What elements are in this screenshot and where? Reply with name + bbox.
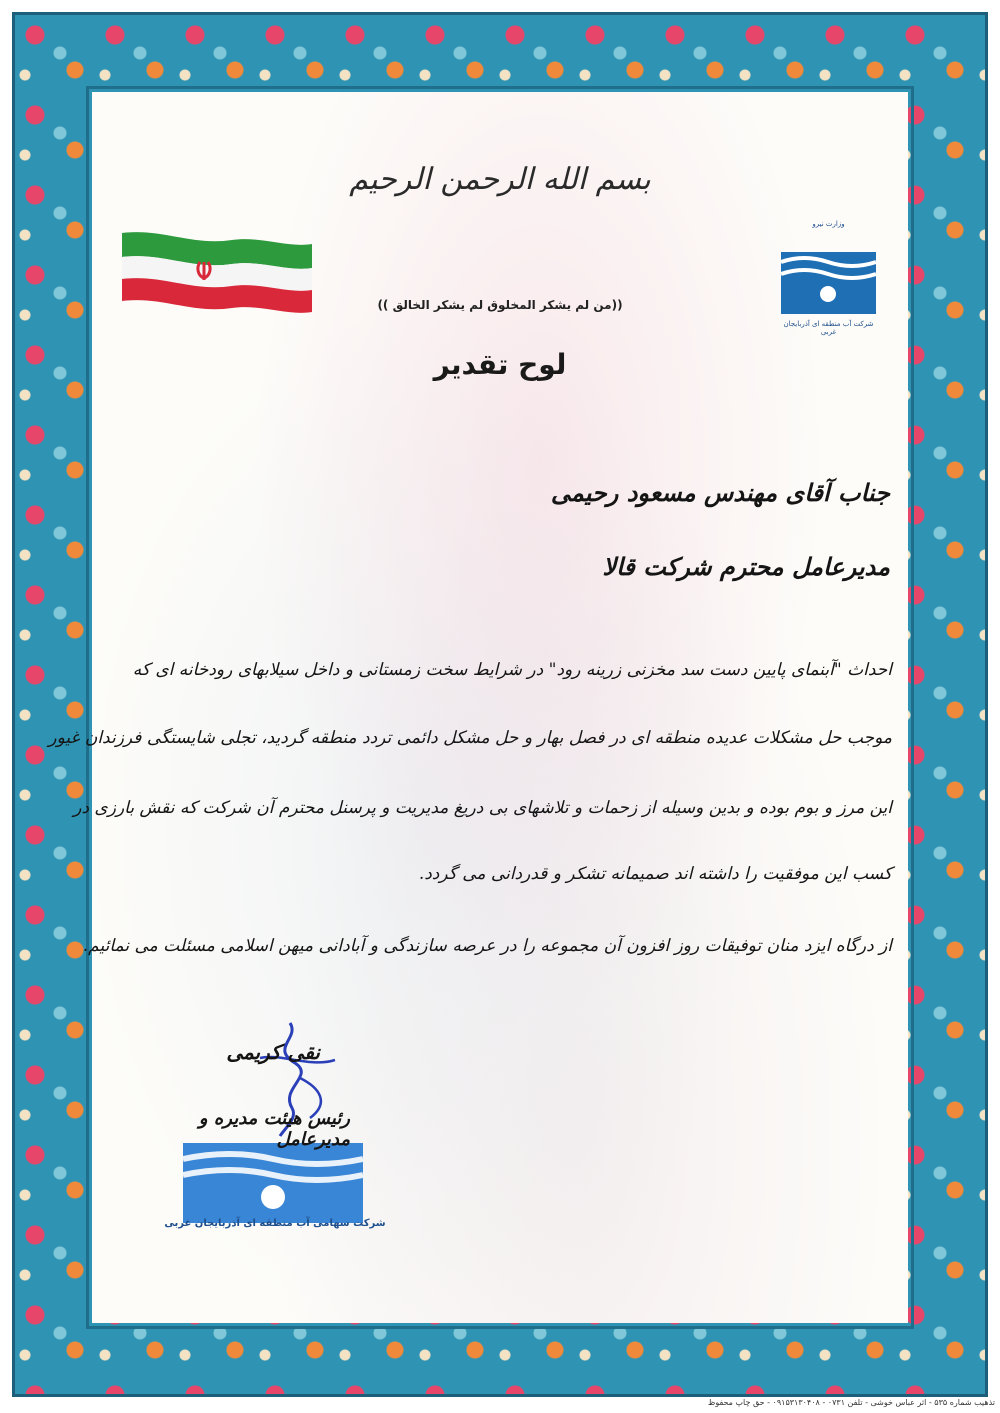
body-line-4: کسب این موفقیت را داشته اند صمیمانه تشکر و قدردانی می گردد. <box>418 864 892 884</box>
body-line-3: این مرز و بوم بوده و بدین وسیله از زحمات و تلاشهای بی دریغ مدیریت و پرسنل محترم آن شرکت که نقش بارزی در <box>73 798 892 818</box>
iran-flag-icon <box>112 228 317 318</box>
body-line-2: موجب حل مشکلات عدیده منطقه ای در فصل بهار و حل مشکل دائمی تردد منطقه گردید، تجلی شایستگی فرزندان غیور <box>48 728 892 748</box>
bismillah-heading: بسم الله الرحمن الرحیم <box>349 162 651 197</box>
hadith-quote: ((من لم یشکر المخلوق لم یشکر الخالق )) <box>377 298 623 312</box>
company-name-label: شرکت آب منطقه ای آذربایجان غربی <box>783 320 874 336</box>
ministry-label: وزارت نیرو <box>812 220 845 228</box>
signer-title: رئیس هیئت مدیره و مدیرعامل <box>198 1108 350 1150</box>
recipient-name: جناب آقای مهندس مسعود رحیمی <box>550 478 890 507</box>
body-line-1: احداث "آبنمای پایین دست سد مخزنی زرینه رود" در شرایط سخت زمستانی و داخل سیلابهای رودخانه ای که <box>132 660 892 680</box>
company-logo <box>776 220 881 340</box>
certificate-title: لوح تقدیر <box>433 348 567 381</box>
body-line-5: از درگاه ایزد منان توفیقات روز افزون آن مجموعه را در عرصه سازندگی و آبادانی میهن اسلامی مسئلت می نمائیم. <box>82 936 892 956</box>
stamp-caption: شرکت سهامی آب منطقه ای آذربایجان غربی <box>164 1218 386 1229</box>
footer-credit: تذهیب شماره ۵۳۵ - اثر عباس خوشی - تلفن ۰۷۳۱ - ۰۹۱۵۳۱۳۰۴۰۸ - حق چاپ محفوظ <box>707 1398 995 1407</box>
water-logo-icon <box>776 220 881 320</box>
signer-name: نقی کریمی <box>226 1040 320 1064</box>
recipient-position: مدیرعامل محترم شرکت قالا <box>602 552 890 581</box>
